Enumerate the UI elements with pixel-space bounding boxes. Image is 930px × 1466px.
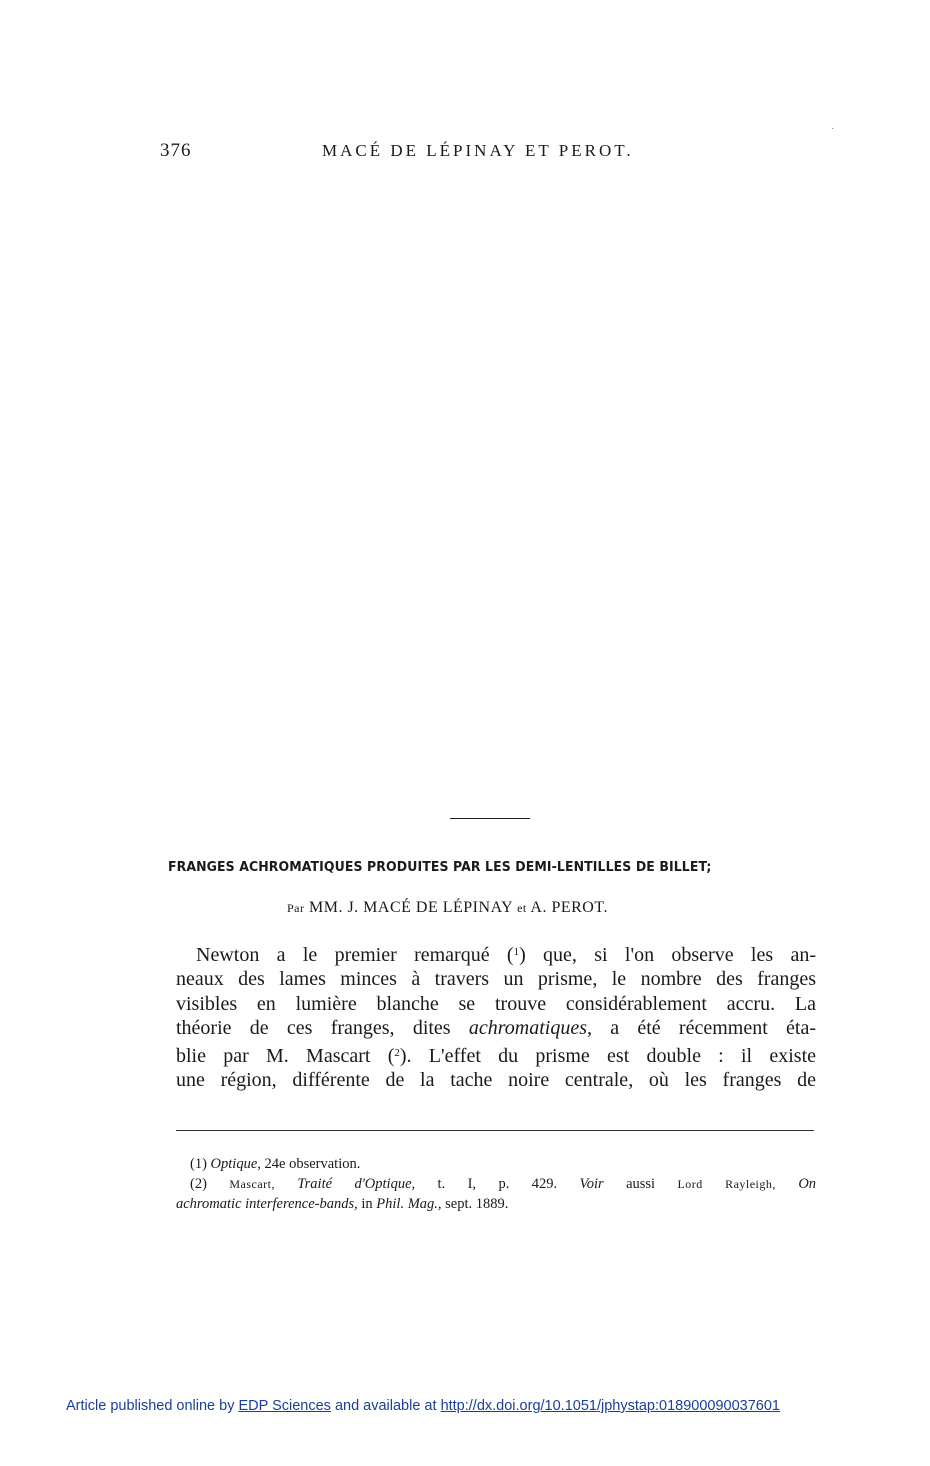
edp-sciences-link[interactable]: EDP Sciences — [238, 1398, 331, 1414]
doi-link[interactable]: http://dx.doi.org/10.1051/jphystap:018900090037601 — [440, 1398, 780, 1414]
page-number: 376 — [160, 140, 192, 161]
byline — [287, 899, 608, 917]
body-line-6: une région, différente de la tache noire centrale, où les franges de — [176, 1069, 816, 1092]
footnote-1: (1) Optique, 24e observation. — [190, 1156, 361, 1172]
emphasis-achromatiques: achromatiques, — [468, 1017, 592, 1040]
footnote-rule — [176, 1130, 814, 1131]
footnote-ref-1[interactable]: 1 — [513, 946, 520, 958]
body-line-1: Newton a le premier remarqué ($^1$) que, si l'on observe les an- — [196, 944, 816, 966]
running-head: MACÉ DE LÉPINAY ET PEROT. — [322, 141, 634, 160]
stray-mark: · — [831, 124, 835, 135]
body-line-5: blie par M. Mascart ($^2$). L'effet du prisme est double : il existe — [176, 1044, 816, 1067]
footnote-2: (2) Mascart, Traité d'Optique, t. I, p. 429. Voir aussi Lord Rayleigh, On — [190, 1176, 817, 1192]
footnote-1-mark: (1) — [190, 1156, 207, 1172]
footnote-ref-2[interactable]: 2 — [394, 1046, 400, 1059]
body-line-2: neaux des lames minces à travers un prisme, le nombre des franges — [176, 968, 816, 991]
body-paragraph — [176, 940, 816, 1092]
byline-authors-1: MM. J. MACÉ DE LÉPINAY — [309, 899, 513, 916]
footnote-2-mark: (2) — [190, 1176, 207, 1192]
footnote-2-cont: achromatic interference-bands, in Phil. Mag., sept. 1889. — [176, 1196, 509, 1212]
section-rule — [450, 818, 530, 819]
publisher-notice: Article published online by EDP Sciences and available at http://dx.doi.org/10.1051/jphystap:018900090037601 — [66, 1398, 780, 1414]
article-title: FRANGES ACHROMATIQUES PRODUITES PAR LES DEMI-LENTILLES DE BILLET; — [168, 860, 712, 875]
byline-par: Par — [287, 901, 305, 915]
body-line-3: visibles en lumière blanche se trouve considérablement accru. La — [176, 992, 816, 1015]
byline-authors-2: A. PEROT. — [530, 899, 608, 916]
byline-et: et — [517, 901, 527, 915]
footnotes — [176, 1154, 816, 1214]
body-line-4: théorie de ces franges, dites achromatiques, a été récemment éta- — [176, 1017, 816, 1040]
